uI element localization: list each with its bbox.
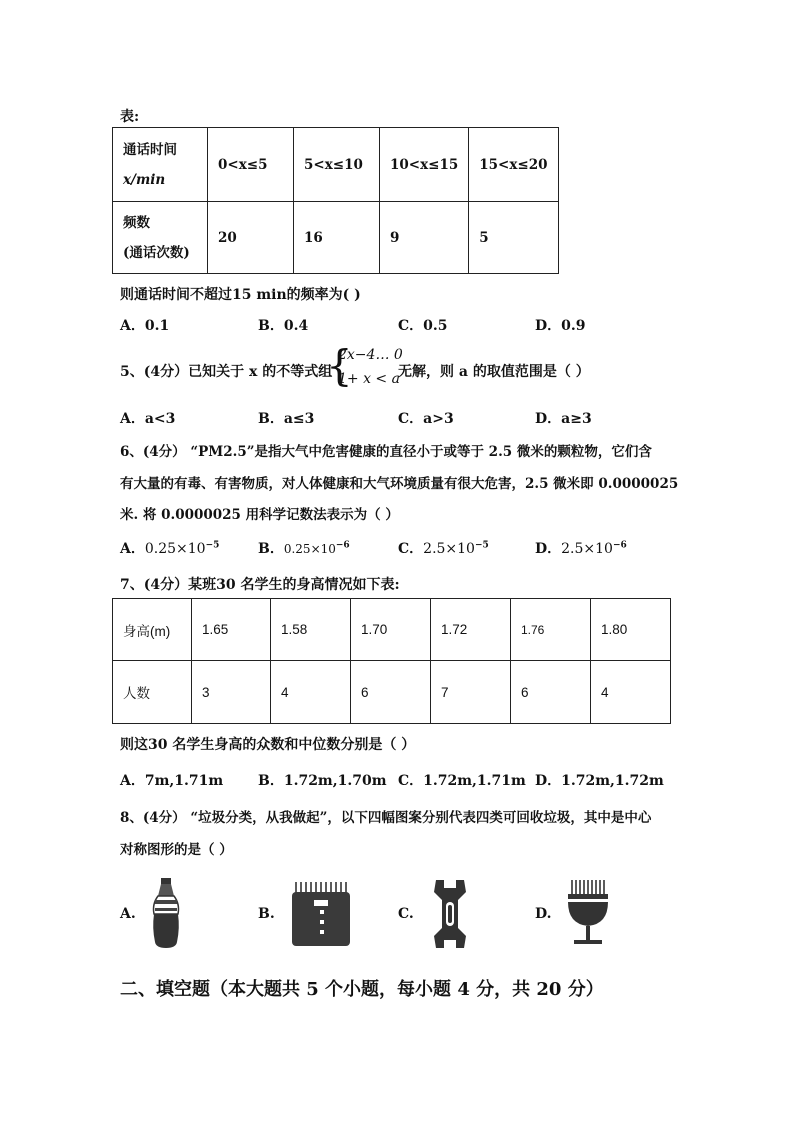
table-cell: 9	[380, 202, 469, 274]
q8-option-c-label: C.	[398, 906, 414, 922]
q6-line-3: 米. 将 0.0000025 用科学记数法表示为（ ）	[120, 507, 399, 523]
table-cell: 5<x≤10	[294, 128, 380, 202]
table-cell: 3	[192, 661, 271, 724]
q8-line-1: 8、(4分） “垃圾分类，从我做起”，以下四幅图案分别代表四类可回收垃圾，其中是中心	[120, 810, 652, 826]
q4-option-d: D．0.9	[535, 318, 586, 334]
table-header-frequency: 频数 (通话次数)	[113, 202, 208, 274]
q6-option-c: C．$2.5\times 10^{-5}$	[398, 540, 489, 557]
q8-option-d-label: D.	[535, 906, 552, 922]
q5-inequality-2: 1+ x < a	[338, 371, 400, 387]
table-header-time: 通话时间 x/min	[113, 128, 208, 202]
q7-option-b: B．1.72m,1.70m	[258, 773, 387, 789]
table-cell: 4	[591, 661, 671, 724]
table-cell: 6	[351, 661, 431, 724]
q5-inequality-1: 2x−4… 0	[338, 347, 403, 363]
q6-option-d: D．$2.5\times 10^{-6}$	[535, 540, 627, 557]
q5-option-a: A．a<3	[120, 411, 176, 427]
q7-stem: 7、(4分）某班30 名学生的身高情况如下表:	[120, 577, 400, 593]
q5-suffix: 无解，则 a 的取值范围是（ ）	[398, 364, 590, 380]
q4-option-a: A．0.1	[120, 318, 170, 334]
q6-line-1: 6、(4分） “PM2.5”是指大气中危害健康的直径小于或等于 2.5 微米的颗粒物，它们含	[120, 444, 652, 460]
table-cell: 1.76	[511, 599, 591, 661]
table-cell: 16	[294, 202, 380, 274]
table-cell: 1.80	[591, 599, 671, 661]
table-cell: 1.65	[192, 599, 271, 661]
q8-option-a-label: A.	[120, 906, 136, 922]
table-cell: 5	[469, 202, 558, 274]
q4-option-b: B．0.4	[258, 318, 309, 334]
table-cell: 7	[431, 661, 511, 724]
q4-question: 则通话时间不超过15 min的频率为( )	[120, 287, 361, 303]
table-cell: 10<x≤15	[380, 128, 469, 202]
q5-prefix: 5、(4分）已知关于 x 的不等式组	[120, 364, 333, 380]
q7-option-c: C．1.72m,1.71m	[398, 773, 526, 789]
wrench-icon	[430, 878, 470, 950]
height-table	[112, 598, 671, 724]
table-cell: 15<x≤20	[469, 128, 558, 202]
q7-question: 则这30 名学生身高的众数和中位数分别是（ ）	[120, 737, 416, 753]
q6-option-b: B．$0.25\times 10^{-6}$	[258, 540, 350, 557]
table-cell: 0<x≤5	[208, 128, 294, 202]
q5-option-b: B．a≤3	[258, 411, 315, 427]
q5-option-c: C．a>3	[398, 411, 454, 427]
q8-line-2: 对称图形的是（ ）	[120, 842, 233, 858]
table-cell: 4	[271, 661, 351, 724]
table-cell: 1.72	[431, 599, 511, 661]
bottle-icon	[150, 878, 182, 950]
table-cell: 20	[208, 202, 294, 274]
table-cell: 1.58	[271, 599, 351, 661]
table-header-count: 人数	[113, 661, 192, 724]
glass-icon	[564, 878, 612, 946]
q6-line-2: 有大量的有毒、有害物质，对人体健康和大气环境质量有很大危害，2.5 微米即 0.0000025	[120, 476, 679, 492]
table-header-height: 身高(m)	[113, 599, 192, 661]
table-prefix: 表:	[120, 109, 140, 125]
section-heading: 二、填空题（本大题共 5 个小题，每小题 4 分，共 20 分）	[120, 979, 604, 1000]
brace-icon: {	[326, 341, 353, 390]
q8-option-b-label: B.	[258, 906, 275, 922]
q5-option-d: D．a≥3	[535, 411, 592, 427]
call-time-table	[112, 127, 559, 274]
q7-option-a: A．7m,1.71m	[120, 773, 224, 789]
q7-option-d: D．1.72m,1.72m	[535, 773, 664, 789]
table-cell: 1.70	[351, 599, 431, 661]
q4-option-c: C．0.5	[398, 318, 448, 334]
q6-option-a: A．$0.25\times 10^{-5}$	[120, 540, 220, 557]
table-cell: 6	[511, 661, 591, 724]
paper-stack-icon	[290, 880, 352, 948]
